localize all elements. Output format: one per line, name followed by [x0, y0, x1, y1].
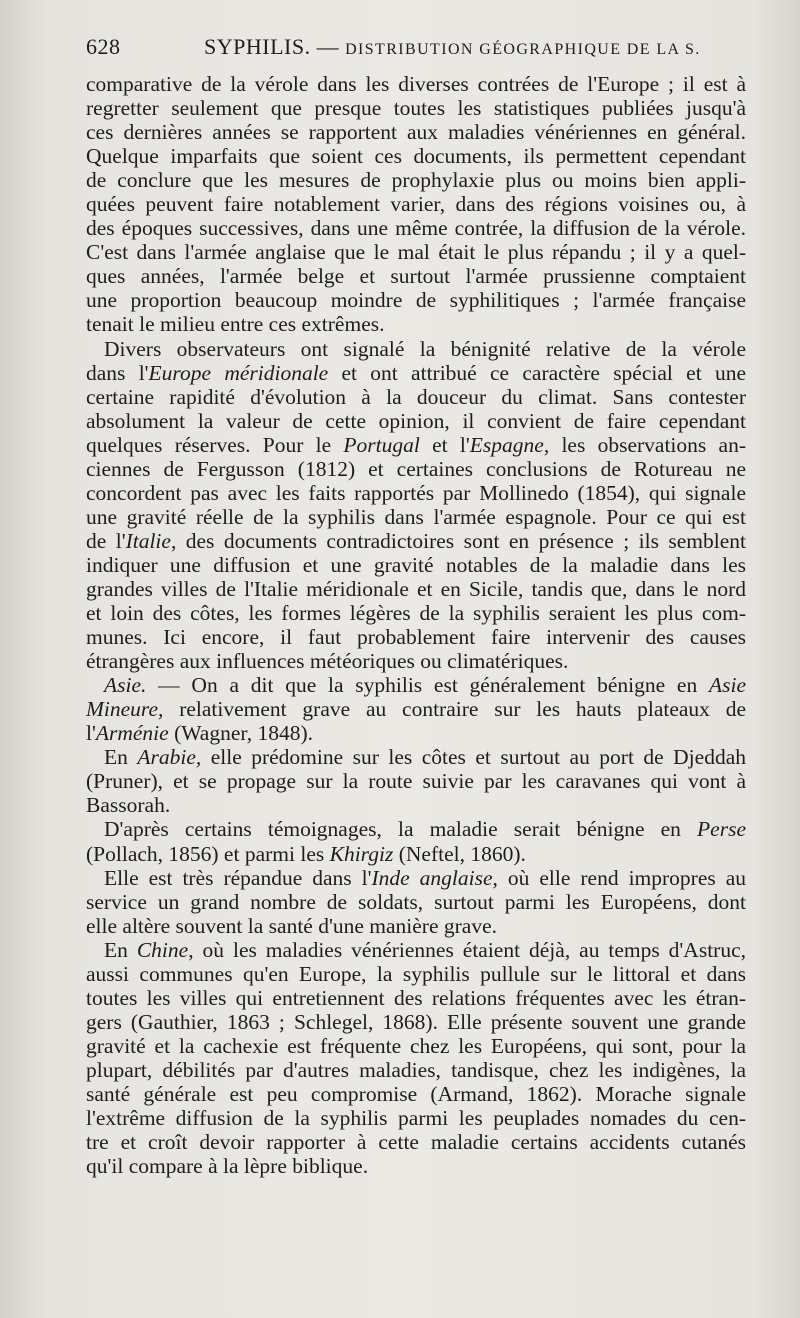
text-run: En [104, 745, 138, 770]
text-run: indiquer une diffusion et une gravité notables de la maladie dans les [86, 552, 746, 577]
text-run: tenait le milieu entre ces extrêmes. [86, 312, 385, 337]
text-line [86, 409, 746, 433]
text-line [86, 842, 746, 866]
text-run: regretter seulement que presque toutes les statistiques publiées jusqu'à [86, 96, 746, 121]
text-run: C'est dans l'armée anglaise que le mal était le plus répandu ; il y a quel- [86, 240, 746, 265]
text-line [86, 1010, 746, 1034]
text-line [86, 433, 746, 457]
text-run: aussi communes qu'en Europe, la syphilis pullule sur le littoral et dans [86, 961, 746, 986]
text-run: (Pollach, 1856) et parmi les [86, 841, 330, 866]
italic-text: Europe méridionale [148, 360, 329, 385]
text-run: santé générale est peu compromise (Armand, 1862). Morache signale [86, 1081, 746, 1106]
text-run: D'après certains témoignages, la maladie serait bénigne en [104, 817, 698, 842]
text-line [86, 216, 746, 240]
running-header [86, 34, 746, 64]
text-line [86, 144, 746, 168]
italic-text: Mineure, [86, 697, 164, 722]
text-run: grandes villes de l'Italie méridionale et en Sicile, tandis que, dans le nord [86, 576, 746, 601]
text-line [86, 240, 746, 264]
text-line [86, 1106, 746, 1130]
italic-text: Italie [125, 528, 171, 553]
text-line [86, 529, 746, 553]
text-run: étrangères aux influences météoriques ou climatériques. [86, 649, 569, 674]
text-line [86, 553, 746, 577]
text-run: En [104, 937, 137, 962]
text-line [86, 481, 746, 505]
text-line [86, 1154, 746, 1178]
text-run: des époques successives, dans une même contrée, la diffusion de la vérole. [86, 216, 746, 241]
text-line [86, 1130, 746, 1154]
text-line [86, 914, 746, 938]
text-run: de l' [86, 528, 126, 553]
italic-text: Perse [697, 817, 746, 842]
text-line [86, 361, 746, 385]
text-run: où elle rend impropres au [497, 865, 747, 890]
text-run: , où les maladies vénériennes étaient déjà, au temps d'Astruc, [188, 937, 747, 962]
text-line [86, 649, 746, 673]
body-text [86, 72, 746, 1178]
text-run: de conclure que les mesures de prophylaxie plus ou moins bien appli- [86, 168, 746, 193]
italic-text: Arménie [95, 721, 169, 746]
text-line [86, 673, 746, 697]
text-run: concordent pas avec les faits rapportés par Mollinedo (1854), qui signale [86, 480, 746, 505]
text-line [86, 1034, 746, 1058]
text-run: — On a dit que la syphilis est généralement bénigne en [146, 673, 709, 698]
text-run: (Pruner), et se propage sur la route suivie par les caravanes qui vont à [86, 769, 746, 794]
text-line [86, 890, 746, 914]
text-run: gravité et la cachexie est fréquente chez les Européens, qui sont, pour la [86, 1033, 746, 1058]
text-line [86, 457, 746, 481]
running-title-section: DISTRIBUTION GÉOGRAPHIQUE DE LA S. [345, 41, 701, 58]
text-run: elle prédomine sur les côtes et surtout au port de Djeddah [201, 745, 746, 770]
italic-text: Portugal [343, 432, 420, 457]
text-run: , des documents contradictoires sont en présence ; ils semblent [170, 528, 746, 553]
text-run: gers (Gauthier, 1863 ; Schlegel, 1868). Elle présente souvent une grande [86, 1009, 746, 1034]
text-run: Quelque imparfaits que soient ces documents, ils permettent cependant [86, 144, 746, 169]
page-number: 628 [86, 34, 121, 59]
text-line [86, 1082, 746, 1106]
text-run: quelques réserves. Pour le [86, 432, 344, 457]
text-run: absolument la valeur de cette opinion, il convient de faire cependant [86, 408, 746, 433]
italic-text: Chine [136, 937, 189, 962]
italic-text: Asie [708, 673, 746, 698]
text-line [86, 72, 746, 96]
text-line [86, 288, 746, 312]
text-line [86, 721, 746, 745]
text-line [86, 264, 746, 288]
text-line [86, 745, 746, 769]
text-run: l' [86, 721, 96, 746]
text-line [86, 192, 746, 216]
text-run: tre et croît devoir rapporter à cette maladie certains accidents cutanés [86, 1130, 746, 1155]
text-run: et l' [419, 432, 470, 457]
running-title [204, 34, 701, 60]
text-line [86, 962, 746, 986]
text-run: , les observations an- [543, 432, 746, 457]
text-run: l'extrême diffusion de la syphilis parmi les peuplades nomades du cen- [86, 1106, 746, 1131]
text-run: ciennes de Fergusson (1812) et certaines conclusions de Rotureau ne [86, 456, 746, 481]
text-line [86, 601, 746, 625]
running-title-main: SYPHILIS. — [204, 34, 340, 59]
text-line [86, 938, 746, 962]
text-run: certaine rapidité d'évolution à la douceur du climat. Sans contester [86, 384, 746, 409]
text-line [86, 697, 746, 721]
text-line [86, 866, 746, 890]
text-line [86, 1058, 746, 1082]
italic-text: Khirgiz [329, 841, 394, 866]
italic-text: Asie. [104, 673, 147, 698]
text-line [86, 96, 746, 120]
text-line [86, 986, 746, 1010]
text-line [86, 817, 746, 841]
text-line [86, 168, 746, 192]
text-run: Bassorah. [86, 793, 171, 818]
text-run: ques années, l'armée belge et surtout l'armée prussienne comptaient [86, 264, 746, 289]
text-line [86, 120, 746, 144]
text-run: munes. Ici encore, il faut probablement faire intervenir des causes [86, 625, 746, 650]
text-run: service un grand nombre de soldats, surtout parmi les Européens, dont [86, 889, 746, 914]
text-line [86, 769, 746, 793]
text-line [86, 793, 746, 817]
text-line [86, 312, 746, 336]
text-run: relativement grave au contraire sur les hauts plateaux de [163, 697, 746, 722]
text-run: plupart, débilités par d'autres maladies, tandisque, chez les indigènes, la [86, 1057, 746, 1082]
text-run: ces dernières années se rapportent aux maladies vénériennes en général. [86, 120, 746, 145]
text-run: toutes les villes qui entretiennent des relations fréquentes avec les étran- [86, 985, 746, 1010]
text-run: une gravité réelle de la syphilis dans l'armée espagnole. Pour ce qui est [86, 504, 746, 529]
text-line [86, 625, 746, 649]
text-line [86, 385, 746, 409]
italic-text: Espagne [469, 432, 544, 457]
italic-text: Arabie, [137, 745, 202, 770]
text-run: et ont attribué ce caractère spécial et une [328, 360, 746, 385]
text-run: dans l' [86, 360, 149, 385]
text-run: (Wagner, 1848). [168, 721, 313, 746]
text-run: qu'il compare à la lèpre biblique. [86, 1154, 369, 1179]
text-line [86, 337, 746, 361]
text-run: et loin des côtes, les formes légères de la syphilis seraient les plus com- [86, 601, 746, 626]
italic-text: Inde anglaise, [371, 865, 498, 890]
text-run: (Neftel, 1860). [393, 841, 526, 866]
text-line [86, 505, 746, 529]
text-run: quées peuvent faire notablement varier, dans des régions voisines ou, à [86, 192, 746, 217]
text-run: comparative de la vérole dans les diverses contrées de l'Europe ; il est à [86, 72, 746, 96]
text-run: elle altère souvent la santé d'une manière grave. [86, 913, 497, 938]
text-run: une proportion beaucoup moindre de syphilitiques ; l'armée française [86, 288, 746, 313]
text-line [86, 577, 746, 601]
text-run: Divers observateurs ont signalé la bénignité relative de la vérole [104, 336, 746, 361]
text-run: Elle est très répandue dans l' [104, 865, 372, 890]
